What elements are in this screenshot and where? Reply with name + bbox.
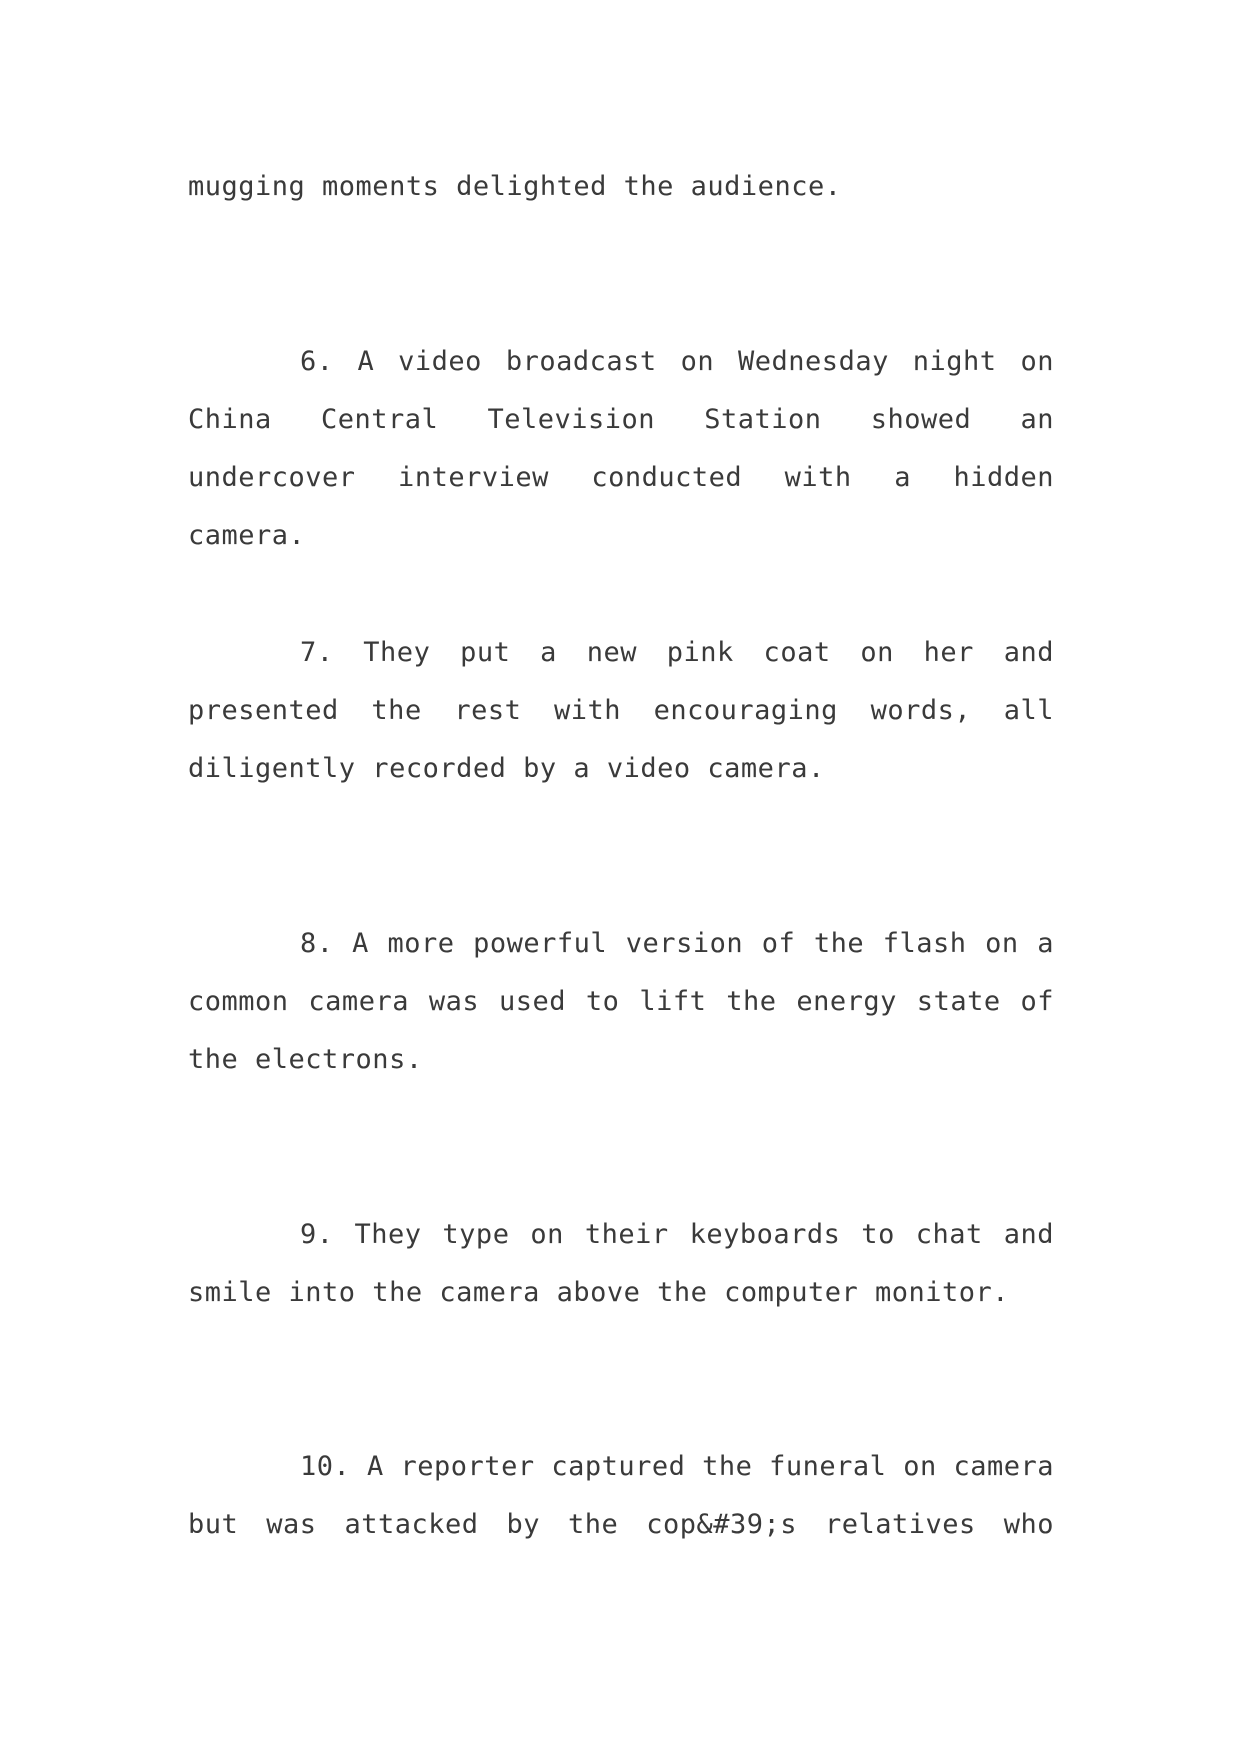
paragraph-8: 8. A more powerful version of the flash on a common camera was used to lift the energy state of the electrons. [188,928,1054,1075]
paragraph-7: 7. They put a new pink coat on her and presented the rest with encouraging words, all diligently recorded by a video camera. [188,637,1054,784]
paragraph-continued: mugging moments delighted the audience. [188,171,842,202]
paragraph-6: 6. A video broadcast on Wednesday night on China Central Television Station showed an undercover interview conducted with a hidden camera. [188,346,1054,551]
paragraph-10: 10. A reporter captured the funeral on camera but was attacked by the cop&#39;s relatives who [188,1451,1054,1540]
paragraph-9: 9. They type on their keyboards to chat and smile into the camera above the computer monitor. [188,1219,1054,1308]
